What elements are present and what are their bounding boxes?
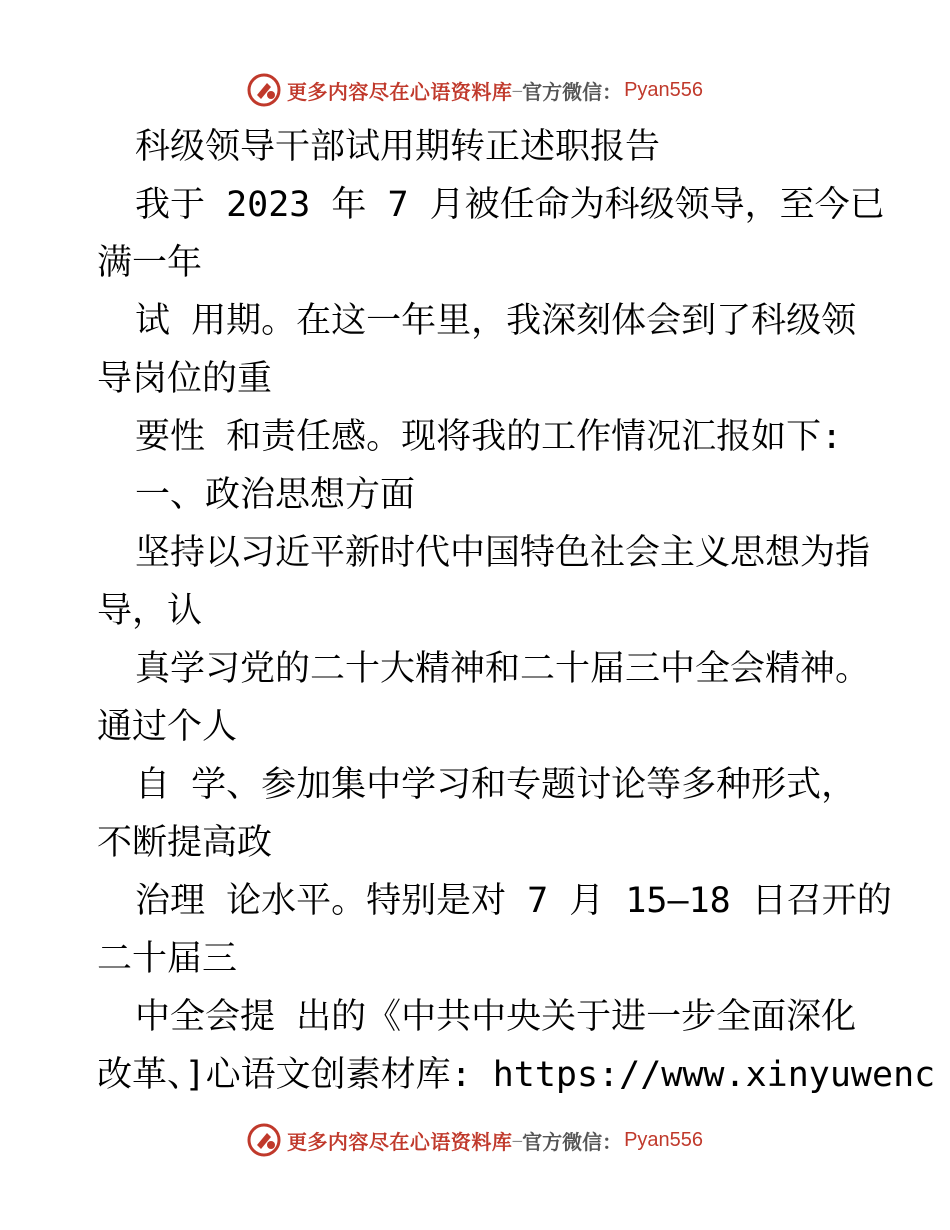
document-line: 改革、]心语文创素材库: https://www.xinyuwenc (97, 1055, 936, 1095)
document-line: 满一年 (97, 243, 203, 283)
watermark-official-label: 官方微信： (522, 79, 623, 104)
document-line: 通过个人 (97, 707, 238, 747)
logo-icon (247, 1123, 281, 1157)
watermark-wechat-id: Pyan556 (624, 1128, 704, 1151)
document-line: 中全会提 出的《中共中央关于进一步全面深化 (135, 997, 857, 1037)
document-line: 坚持以习近平新时代中国特色社会主义思想为指 (135, 533, 871, 573)
document-line: 导岗位的重 (97, 359, 273, 399)
document-line: 治理 论水平。特别是对 7 月 15—18 日召开的 (135, 881, 892, 921)
document-line: 试 用期。在这一年里，我深刻体会到了科级领 (135, 301, 857, 341)
watermark-header (0, 70, 950, 110)
document-line: 真学习党的二十大精神和二十届三中全会精神。 (135, 649, 871, 689)
watermark-text: 更多内容尽在心语资料库 (286, 1129, 513, 1154)
watermark-dash: — (512, 80, 523, 100)
document-title: 科级领导干部试用期转正述职报告 (135, 127, 661, 167)
watermark-footer (0, 1120, 950, 1160)
document-line: 自 学、参加集中学习和专题讨论等多种形式， (135, 765, 857, 805)
logo-icon (247, 73, 281, 107)
document-body (97, 118, 936, 1104)
document-line: 二十届三 (97, 939, 238, 979)
document-line: 不断提高政 (97, 823, 273, 863)
watermark-text: 更多内容尽在心语资料库 (286, 79, 513, 104)
document-line: 导，认 (97, 591, 203, 631)
document-line: 一、政治思想方面 (135, 475, 416, 515)
watermark-wechat-id: Pyan556 (624, 78, 704, 101)
document-line: 要性 和责任感。现将我的工作情况汇报如下: (135, 417, 843, 457)
watermark-official-label: 官方微信： (522, 1129, 623, 1154)
watermark-dash: — (512, 1130, 523, 1150)
document-line: 我于 2023 年 7 月被任命为科级领导，至今已 (135, 185, 885, 225)
